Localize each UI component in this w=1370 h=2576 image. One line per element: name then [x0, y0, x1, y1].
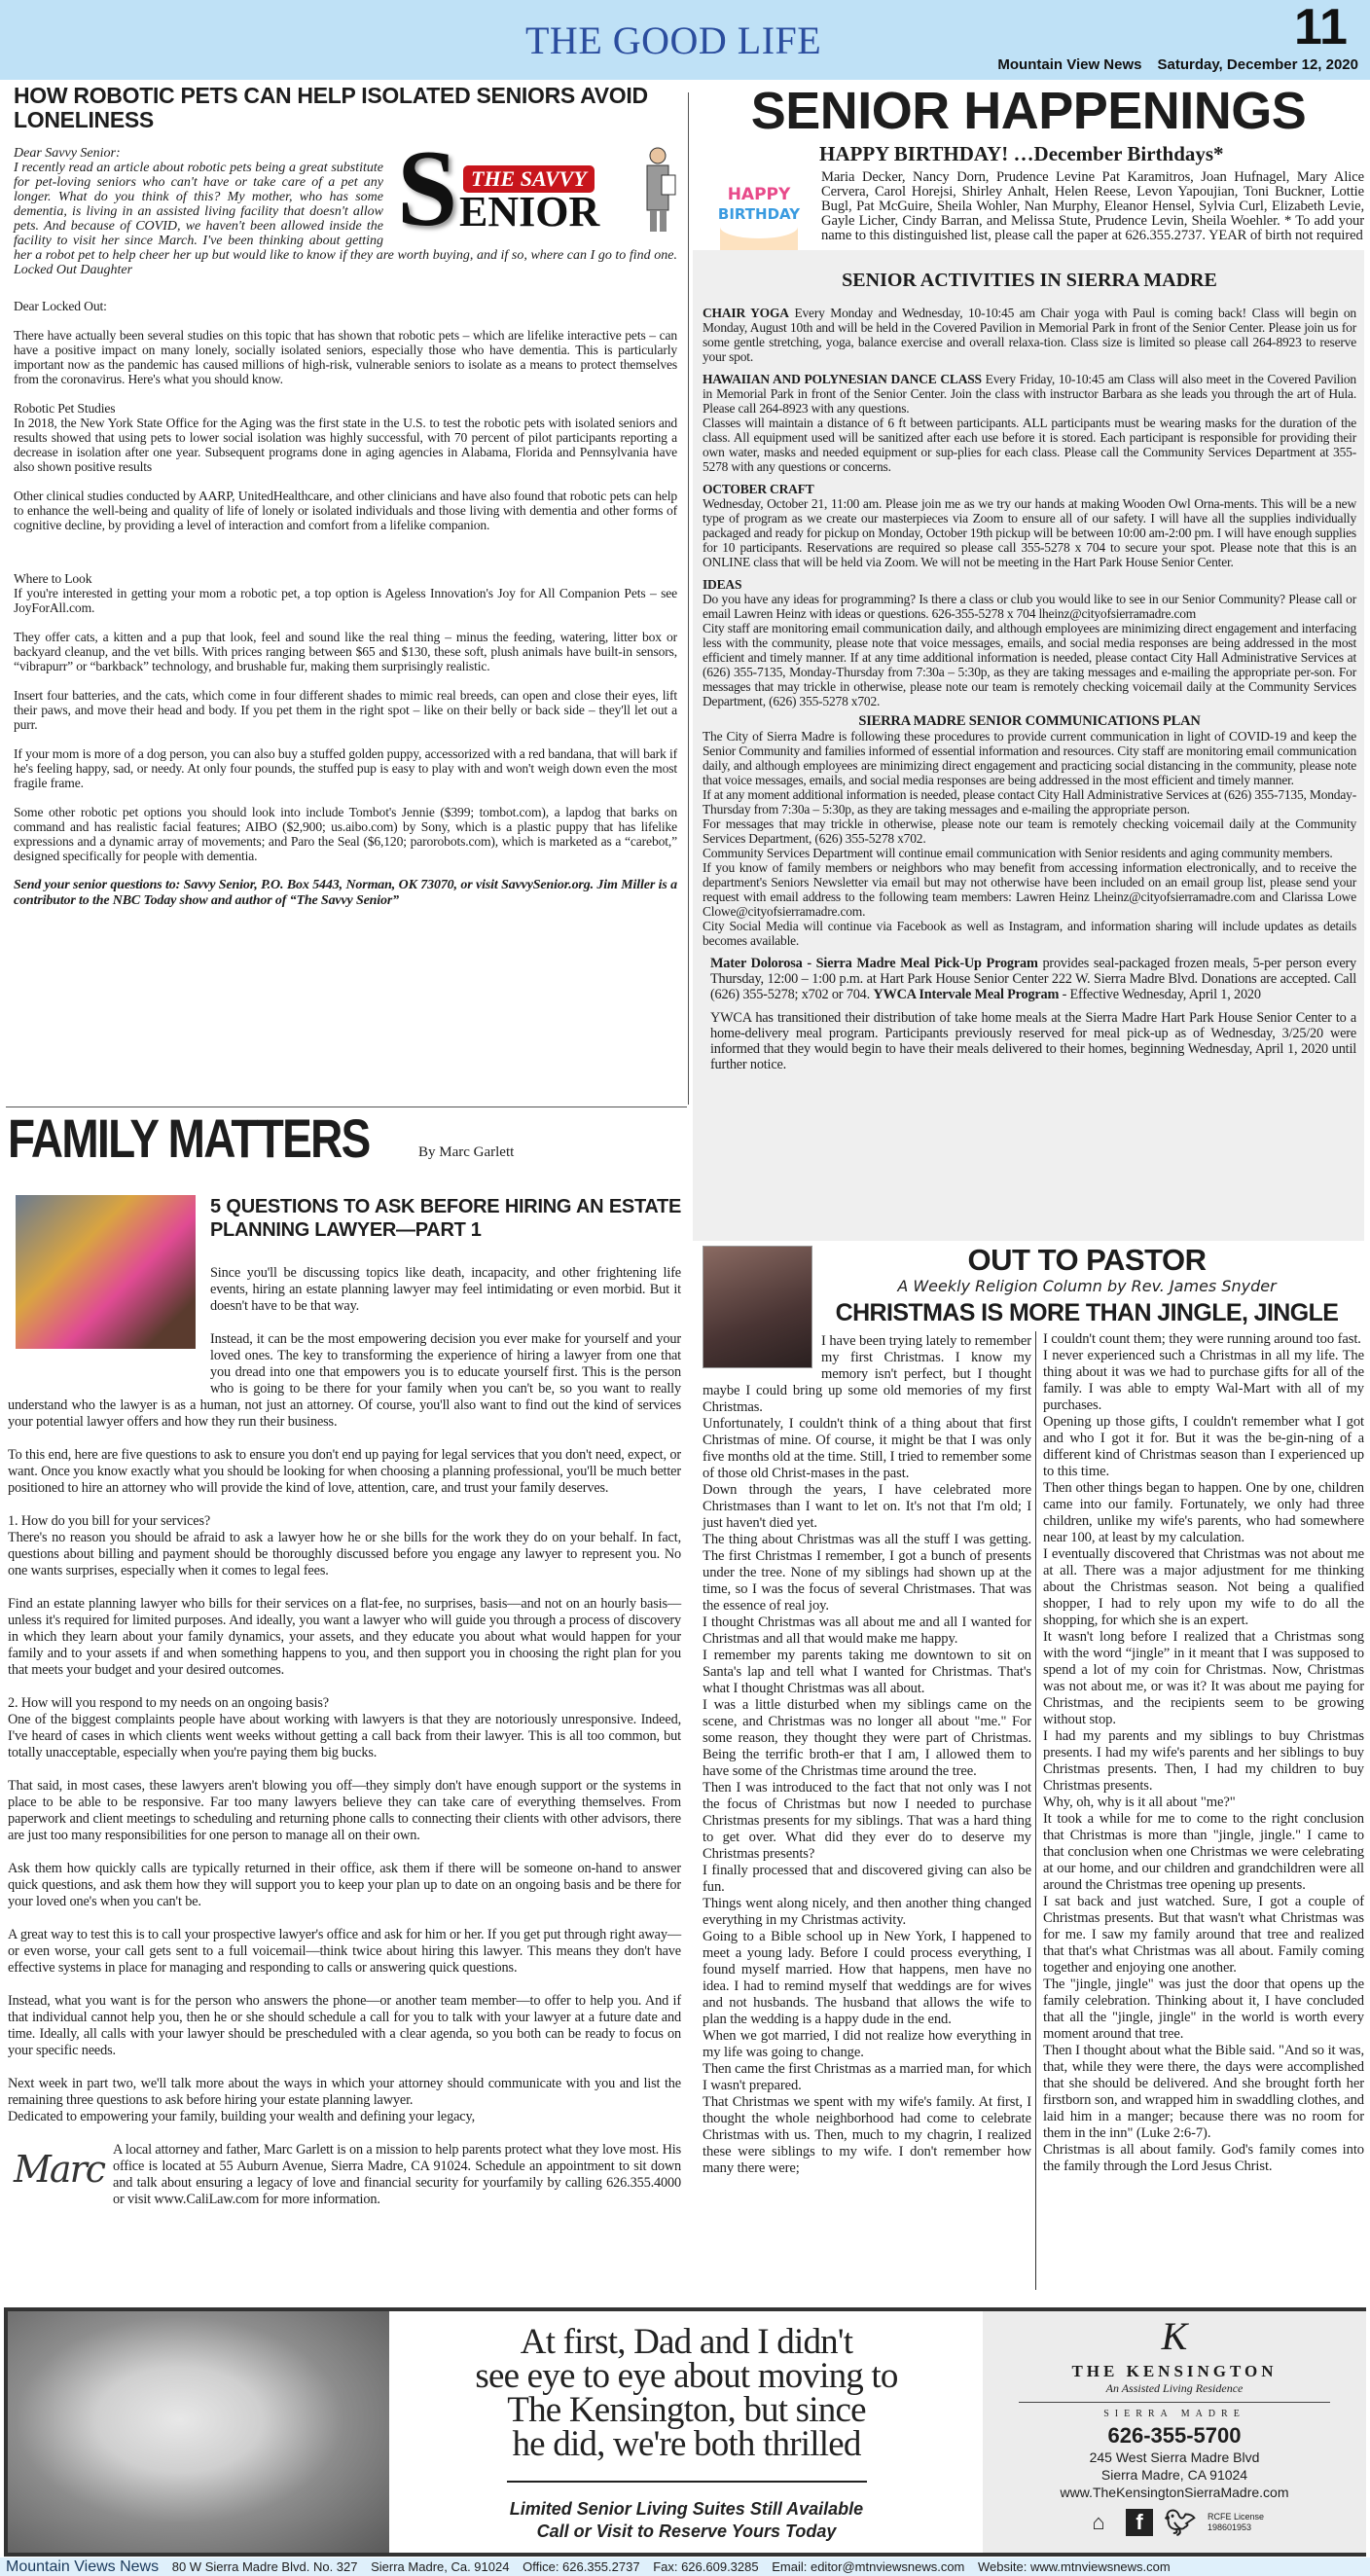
birthday-heading: HAPPY BIRTHDAY! …December Birthdays*	[819, 142, 1224, 165]
activity-item: CHAIR YOGA Every Monday and Wednesday, 10-10:45 am Chair yoga with Paul is coming back! Class will begin on Monday, August 10th and will be held in the Covered Pavilion in Memorial Park in front of the Senior Center. Please join us for some gentle stretching, yoga, balance exercise and overall relaxa-tion. Class size is limited so please call 264-8923 to reserve your spot.	[703, 306, 1356, 364]
footer-paper-name: Mountain Views News	[6, 2558, 160, 2575]
cartoon-man-icon	[638, 146, 677, 236]
divider	[507, 2481, 867, 2483]
reader-letter: S THE SAVVY ENIOR Dear Savvy Senior: I recently read an article about robotic pets being a great substitute for pet-loving seniors who can't have or take care of a pet any longer. What do you think of this? My mother, who has some dementia, is living in an assisted living facility that doesn't allow pets. And because of COVID, we haven't been allowed inside the facility to visit her since March. I've been thinking about getting her a robot pet to help cheer her up but would like to know if they are worth buying, and if so, where can I go to find one. Locked Out Daughter	[14, 128, 677, 277]
article-headline: CHRISTMAS IS MORE THAN JINGLE, JINGLE	[835, 1299, 1339, 1326]
activities-heading: SENIOR ACTIVITIES IN SIERRA MADRE	[842, 270, 1217, 291]
subhead: Robotic Pet Studies	[14, 401, 116, 416]
svg-text:HAPPY: HAPPY	[727, 185, 791, 204]
paper-name: Mountain View News	[997, 56, 1142, 73]
question-heading: 1. How do you bill for your services?	[8, 1513, 211, 1529]
ad-photo-senior-man	[8, 2311, 389, 2553]
column-title: OUT TO PASTOR	[967, 1243, 1207, 1277]
phone-number[interactable]: 626-355-5700	[1107, 2423, 1242, 2448]
savvy-senior-article	[14, 84, 677, 909]
svg-text:BIRTHDAY: BIRTHDAY	[717, 205, 801, 223]
ad-headline: At first, Dad and I didn't see eye to eye about moving to The Kensington, but since he did, we're both thrilled	[475, 2322, 898, 2464]
brand-name: THE KENSINGTON	[1071, 2362, 1278, 2380]
pastor-header	[693, 1244, 1364, 1327]
facebook-icon[interactable]: f	[1126, 2509, 1153, 2536]
page-number: 11	[1294, 0, 1348, 55]
brand-tagline: An Assisted Living Residence	[1105, 2381, 1244, 2395]
column-title: FAMILY MATTERS	[8, 1107, 370, 1169]
senior-happenings	[693, 82, 1364, 275]
family-matters-article: FAMILY MATTERS By Marc Garlett 5 QUESTIONS TO ASK BEFORE HIRING AN ESTATE PLANNING LAWYER—PART 1 Since you'll be discussing topics like death, incapacity, and other frightening life events, hiring an estate planning lawyer may feel intimidating or even morbid. But it doesn't have to be that way. Instead, it can be the most empowering decision you ever make for yourself and your loved ones. The key to transforming the experience of hiring a lawyer from one that you dread into one that empowers you is to educate yourself first. This is the person who is going to be there for your family when you can't be, so you want to really understand who the lawyer is as a human, not just an attorney. Of course, you'll also want to find out the kind of services your potential lawyer offers and how they run their business. To this end, here are five questions to ask to ensure you don't end up paying for legal services that you don't need, expect, or want. Once you know exactly what you should be looking for when choosing a planning professional, you'll be much better positioned to hire an attorney who will provide the kind of love, attention, care, and trust your family deserves. 1. How do you bill for your services? There's no reason you should be afraid to ask a lawyer how he or she bills for the work they do on your behalf. In fact, questions about billing and payment should be thoroughly discussed before you engage any lawyer to represent you. No one wants surprises, especially when it comes to legal fees. Find an estate planning lawyer who bills for their services on a flat-fee, no surprises, basis—and not on an hourly basis—unless it's required for limited purposes. And ideally, you want a lawyer who will guide you through a process of discovery in which they learn about your family dynamics, your assets, and they educate you about what would happen for your family and to your assets if and when something happens to you, and then support you in choosing the right plan for you that meets your budget and your desired outcomes. 2. How will you respond to my needs on an ongoing basis? One of the biggest complaints people have about working with lawyers is that they are notoriously unresponsive. Indeed, I've heard of cases in which clients went weeks without getting a call back from their lawyer. This is all too common, but totally unacceptable, especially when you're paying them big bucks. That said, in most cases, these lawyers aren't blowing you off—they simply don't have enough support or the systems in place to be able to be responsive. Far too many lawyers believe they can take care of everything themselves. From paperwork and client meetings to scheduling and returning phone calls to connecting their clients with other advisors, there are just too many responsibilities for one person to manage all on their own. Ask them how quickly calls are typically returned in their office, ask them if there will be someone on-hand to answer quick questions, and ask them how they will support you to keep your plan up to date on an ongoing basis and be there for your loved one's when you can't be. A great way to test this is to call your prospective lawyer's office and ask for him or her. If you get put through right away—or even worse, your call gets sent to a full voicemail—think twice about hiring this lawyer. This means they don't have effective systems in place for managing and responding to calls or answering quick questions. Instead, what you want is for the person who answers the phone—or another team member—to offer to help you. And if that individual cannot help you, then he or she should schedule a call for you to talk with your lawyer at a future date and time. Ideally, all calls with your lawyer should be prescheduled with a clear agenda, so you both can be ready to focus on your specific needs. Next week in part two, we'll talk more about the ways in which your attorney should communicate with you and list the remaining three questions to ask before hiring your estate planning lawyer. Dedicated to empowering your family, building your wealth and defining your legacy, Marc A local attorney and father, Marc Garlett is on a mission to help parents protect what they love most. His office is located at 55 Auburn Avenue, Sierra Madre, CA 91024. Schedule an appointment to sit down and talk about ensuring a legacy of love and financial security for yourfamily by calling 626.355.4000 or visit www.CaliLaw.com for more information.	[8, 1107, 681, 2207]
byline: By Marc Garlett	[418, 1144, 515, 1160]
equal-housing-icon: ⌂	[1092, 2510, 1105, 2534]
column-subtitle: A Weekly Religion Column by Rev. James Snyder	[897, 1277, 1277, 1295]
column-divider	[688, 92, 689, 1105]
article-headline: HOW ROBOTIC PETS CAN HELP ISOLATED SENIORS AVOID LONELINESS	[14, 83, 648, 132]
meal-program: Mater Dolorosa - Sierra Madre Meal Pick-Up Program provides seal-packaged frozen meals, 5-per person every Thursday, 12:00 – 1:00 p.m. at Hart Park House Senior Center 222 W. Sierra Madre Blvd. Donations are accepted. Call (626) 355-5278; x702 or 704. YWCA Intervale Meal Program - Effective Wednesday, April 1, 2020	[710, 956, 1356, 1002]
birthday-list: Maria Decker, Nancy Dorn, Prudence Levine Pat Karamitros, Joan Hufnagel, Mary Alice Cervera, Carol Horejsi, Shirley Anhalt, Helen Reese, Levon Yapoujian, Toni Buckner, Lottie Bugl, Pat McGuire, Sheila Wohler, Nan Murphy, Eleanor Hensel, Sylvia Curl, Elizabeth Levie, Gayle Licher, Cindy Barran, and Melissa Stute, Prudence Levin, Sheila Woehler. * To add your name to this distinguished list, please call the paper at 626.355.2737. YEAR of birth not required	[821, 169, 1364, 243]
author-bio: A local attorney and father, Marc Garlett is on a mission to help parents protect what they love most. His office is located at 55 Auburn Avenue, Sierra Madre, CA 91024. Schedule an appointment to sit down and talk about ensuring a legacy of love and financial security for yourfamily by calling 626.355.4000 or visit www.CaliLaw.com for more information.	[113, 2142, 681, 2207]
family-image	[16, 1195, 196, 1349]
signature: Marc	[14, 2148, 105, 2191]
question-heading: 2. How will you respond to my needs on an ongoing basis?	[8, 1695, 329, 1711]
activity-item: HAWAIIAN AND POLYNESIAN DANCE CLASS Every Friday, 10-10:45 am Class will also meet in the Covered Pavilion in Memorial Park in front of the Senior Center. Join the class with instructor Barbara as she leads you through the art of Hula. Please call 264-8923 with any questions. Classes will maintain a distance of 6 ft between participants. ALL participants must be wearing masks for the duration of the class. All equipment used will be sanitized after each use before it is stored. Each participant is responsible for providing their own water, masks and needed equipment or sup-plies for each class. Please call the Community Services Department at 355-5278 with any questions or concerns.	[703, 372, 1356, 474]
activity-item: IDEAS Do you have any ideas for programming? Is there a class or club you would like to see in our Senior Community? Please call or email Lawren Heinz with ideas or questions. 626-355-5278 x 704 lheinz@cityofsierramadre.com City staff are monitoring email communication daily, and although employees are minimizing direct engagement and interfacing less with the community, please note that voice messages, emails, and social media responses are being addressed in the most efficient and timely manner. If at any time additional information is needed, please contact City Hall Administrative Services at (626) 355-7135, Monday-Thursday from 7:30a – 5:30p, as they are taking messages and e-mailing the appropriate per-son. For messages that may trickle in otherwise, please note our team is remotely checking voicemail daily at the Community Services Department, (626) 355-5278 x702.	[703, 577, 1356, 708]
article-headline: 5 QUESTIONS TO ASK BEFORE HIRING AN ESTATE PLANNING LAWYER—PART 1	[210, 1196, 681, 1241]
pastor-column-right: I couldn't count them; they were running around too fast. I never experienced such a Christmas in all my life. The thing about it was we had to purchase gifts for all of the family. I was able to empty Wal-Mart with all of my purchases. Opening up those gifts, I couldn't remember what I got and who I got it for. But it was the be-gin-ning of a different kind of Christmas season than I experienced up to this time. Then other things began to happen. One by one, children came into our family. Fortunately, we only had three children, unlike my wife's parents, who had somewhere near 100, at least by my calculation. I eventually discovered that Christmas was not about me at all. There was a major adjustment for me thinking about the Christmas season. Not being a qualified shopper, I had to rely upon my wife to do all the shopping, for which she is an expert. It wasn't long before I realized that a Christmas song with the word “jingle” in it meant that I was supposed to spend a lot of my coin for Christmas. Now, Christmas was not about me, or was it? It was about me paying for Christmas, and the recipients seem to be growing without stop. I had my parents and my siblings to buy Christmas presents. I had my wife's parents and her siblings to buy Christmas presents. Then, I had my children to buy Christmas presents. Why, oh, why is it all about "me?" It took a while for me to come to the right conclusion that Christmas is more than "jingle, jingle." I came to that conclusion when one Christmas we were celebrating at our home, and our children and grandchildren were all around the Christmas tree opening up presents. I sat back and just watched. Sure, I got a couple of Christmas presents. But that wasn't what Christmas was for me. I saw my family around that tree and realized that that's what Christmas was all about. Family coming together and enjoying one another. The "jingle, jingle" was just the door that opens up the family celebration. Thinking about it, I have concluded that all the "jingle, jingle" in the world is worth every moment around that tree. Then I thought about what the Bible said. "And so it was, that, while they were there, the days were accomplished that she should be delivered. And she brought forth her firstborn son, and wrapped him in swaddling clothes, and laid him in a manger; because there was no room for them in the inn" (Luke 2:6-7). Christmas is all about family. God's family comes into the family through the Lord Jesus Christ.	[1035, 1331, 1364, 2290]
section-title: THE GOOD LIFE	[525, 18, 822, 62]
kensington-advertisement[interactable]: At first, Dad and I didn't see eye to eye about moving to The Kensington, but since he did, we're both thrilled Limited Senior Living Suites Still Available Call or Visit to Reserve Yours Today K THE KENSINGTON An Assisted Living Residence SIERRA MADRE 626-355-5700 245 West Sierra Madre Blvd Sierra Madre, CA 91024 www.TheKensingtonSierraMadre.com ⌂ f 🐦︎ RCFE License 198601953	[4, 2307, 1366, 2557]
page-header	[0, 0, 1370, 80]
license-number: RCFE License 198601953	[1207, 2512, 1265, 2532]
family-photo	[8, 1195, 202, 1395]
senior-activities-box: SENIOR ACTIVITIES IN SIERRA MADRE CHAIR YOGA Every Monday and Wednesday, 10-10:45 am Chair yoga with Paul is coming back! Class will begin on Monday, August 10th and will be held in the Covered Pavilion in Memorial Park in front of the Senior Center. Please join us for some gentle stretching, yoga, balance exercise and overall relaxa-tion. Class size is limited so please call 264-8923 to reserve your spot. HAWAIIAN AND POLYNESIAN DANCE CLASS Every Friday, 10-10:45 am Class will also meet in the Covered Pavilion in Memorial Park in front of the Senior Center. Join the class with instructor Barbara as she leads you through the art of Hula. Please call 264-8923 with any questions. Classes will maintain a distance of 6 ft between participants. ALL participants must be wearing masks for the duration of the class. All equipment used will be sanitized after each use before it is stored. Each participant is responsible for providing their own water, masks and needed equipment or sup-plies for each class. Please call the Community Services Department at 355-5278 with any questions or concerns. OCTOBER CRAFT Wednesday, October 21, 11:00 am. Please join me as we try our hands at making Wooden Owl Orna-ments. This will be a new type of program as we create our masterpieces via Zoom to ensure all of our safety. I will have all the supplies individually packaged and ready for pickup on Monday, October 19th pickup will be between 10:00 am-2:00 pm. I will have enough supplies for 10 participants. Reservations are required so please call 355-5278 x 704 to secure your spot. Please note that this is an ONLINE class that will be held via Zoom. We will not be meeting in the Hart Park House Senior Center. IDEAS Do you have any ideas for programming? Is there a class or club you would like to see in our Senior Community? Please call or email Lawren Heinz with ideas or questions. 626-355-5278 x 704 lheinz@cityofsierramadre.com City staff are monitoring email communication daily, and although employees are minimizing direct engagement and interfacing less with the community, please note that voice messages, emails, and social media responses are being addressed in the most efficient and timely manner. If at any time additional information is needed, please contact City Hall Administrative Services at (626) 355-7135, Monday-Thursday from 7:30a – 5:30p, as they are taking messages and e-mailing the appropriate per-son. For messages that may trickle in otherwise, please note our team is remotely checking voicemail daily at the Community Services Department, (626) 355-5278 x702. SIERRA MADRE SENIOR COMMUNICATIONS PLAN The City of Sierra Madre is following these procedures to provide current communication in light of COVID-19 and keep the Senior Community and families informed of essential information and resources. City staff are monitoring email communication daily, and although employees are minimizing direct engagement and practicing social distancing in the community, please note that voice messages, emails, and social media responses are being addressed in the most efficient and timely manner. If at any moment additional information is needed, please contact City Hall Administrative Services at (626) 355-7135, Monday-Thursday from 7:30a – 5:30p, as they are taking messages and e-mailing the appropriate person. For messages that may trickle in otherwise, please note our team is remotely checking voicemail daily at the Community Services Department, (626) 355-5278 x702. Community Services Department will continue email communication with Senior residents and aging community members. If you know of family members or neighbors who may benefit from accessing information electronically, and to receive the department's Seniors Newsletter via email but may not otherwise have been included on an email group list, please send your request with email address to the following team members: Lawren Heinz Lheinz@cityofsierramadre.com and Clarissa Lowe Clowe@cityofsierramadre.com. City Social Media will continue via Facebook as well as Instagram, and information sharing will include updates as details becomes available. Mater Dolorosa - Sierra Madre Meal Pick-Up Program provides seal-packaged frozen meals, 5-per person every Thursday, 12:00 – 1:00 p.m. at Hart Park House Senior Center 222 W. Sierra Madre Blvd. Donations are accepted. Call (626) 355-5278; x702 or 704. YWCA Intervale Meal Program - Effective Wednesday, April 1, 2020 YWCA has transitioned their distribution of take home meals at the Sierra Madre Hart Park House Senior Center to a home-delivery meal program. Participants previously reserved for meal pick-up as of Wednesday, 3/25/20 were informed that they would begin to have their meals delivered to their homes, beginning Wednesday, April 1, 2020 until further notice.	[693, 250, 1364, 1241]
masthead-line	[997, 56, 1358, 73]
savvy-senior-logo: S THE SAVVY ENIOR	[395, 146, 677, 239]
kensington-logo: K	[1161, 2314, 1188, 2358]
website-link[interactable]: www.TheKensingtonSierraMadre.com	[1060, 2485, 1289, 2500]
footer-email[interactable]: Email: editor@mtnviewsnews.com	[772, 2559, 965, 2574]
issue-date: Saturday, December 12, 2020	[1157, 56, 1358, 73]
ad-subtext: Limited Senior Living Suites Still Available Call or Visit to Reserve Yours Today	[509, 2499, 864, 2541]
subhead: Where to Look	[14, 571, 92, 586]
author-note: Send your senior questions to: Savvy Senior, P.O. Box 5443, Norman, OK 73070, or visit SavvySenior.org. Jim Miller is a contributor to the NBC Today show and author of “The Savvy Senior”	[14, 878, 677, 908]
ywca-note: YWCA has transitioned their distribution of take home meals at the Sierra Madre Hart Park House Senior Center to a home-delivery meal program. Participants previously reserved for meal pick-up as of Wednesday, 3/25/20 were informed that they would begin to have their meals delivered to their homes, beginning Wednesday, April 1, 2020 until further notice.	[710, 1010, 1356, 1072]
communications-heading: SIERRA MADRE SENIOR COMMUNICATIONS PLAN	[858, 713, 1201, 729]
article-body: Dear Locked Out: There have actually been several studies on this topic that has shown that robotic pets – which are lifelike interactive pets – can have a positive impact on many lonely, socially isolated seniors, especially those who have dementia. This is particularly important now as the pandemic has caused millions of high-risk, vulnerable seniors to isolate as a means to protect themselves from the coronavirus. Here's what you should know. Robotic Pet Studies In 2018, the New York State Office for the Aging was the first state in the U.S. to test the robotic pets with isolated seniors and results showed that using pets to lower social isolation was highly successful, with 70 percent of pilot participants reporting a decrease in isolation after one year. Subsequent programs done in aging agencies in Alabama, Florida and Pennsylvania have also shown positive results Other clinical studies conducted by AARP, UnitedHealthcare, and other clinicians and have also found that robotic pets can help to enhance the well-being and quality of life of lonely or isolated individuals and those living with dementia and other forms of cognitive decline, by providing a level of interaction and comfort from a lifelike companion. Where to Look If you're interested in getting your mom a robotic pet, a top option is Ageless Innovation's Joy for All Companion Pets – see JoyForAll.com. They offer cats, a kitten and a pup that look, feel and sound like the real thing – minus the feeding, watering, litter box or backyard cleanup, and the vet bills. With prices ranging between $65 and $130, these soft, plush animals have built-in sensors, “vibrapurr” or “barkback” technology, and brushable fur, making them surprisingly realistic. Insert four batteries, and the cats, which come in four different shades to mimic real breeds, can open and close their eyes, lift their paws, and move their head and body. If you pet them in the right spot – like on their belly or back side – they'll let out a purr. If your mom is more of a dog person, you can also buy a stuffed golden puppy, accessorized with a red bandana, that will bark if he's feeling happy, sad, or needy. At only four pounds, the stuffed pup is easy to play with and won't weigh down even the most fragile frame. Some other robotic pet options you should look into include Tombot's Jennie ($399; tombot.com), a lapdog that barks on command and has realistic facial features; AIBO ($2,900; us.aibo.com) by Sony, which is a plastic puppy that has lifelike expressions and a dynamic array of movements; and Paro the Seal ($6,120; parorobots.com), which is marketed as a “carebot,” designed specifically for people with dementia. Send your senior questions to: Savvy Senior, P.O. Box 5443, Norman, OK 73070, or visit SavvySenior.org. Jim Miller is a contributor to the NBC Today show and author of “The Savvy Senior”	[14, 299, 677, 908]
page-footer: Mountain Views News 80 W Sierra Madre Blvd. No. 327 Sierra Madre, Ca. 91024 Office: 626.355.2737 Fax: 626.609.3285 Email: editor@mtnviewsnews.com Website: www.mtnviewsnews.com	[0, 2558, 1370, 2576]
section-title: SENIOR HAPPENINGS	[750, 82, 1307, 140]
activity-item: OCTOBER CRAFT Wednesday, October 21, 11:00 am. Please join me as we try our hands at making Wooden Owl Orna-ments. This will be a new type of program as we create our masterpieces via Zoom to ensure all of our safety. I will have all the supplies individually packaged and ready for pickup on Monday, October 19th pickup will be between 10:00 am-2:00 pm. I will have enough supplies for 10 participants. Reservations are required so please call 355-5278 x 704 to secure your spot. Please note that this is an ONLINE class that will be held via Zoom. We will not be meeting in the Hart Park House Senior Center.	[703, 482, 1356, 569]
pastor-column-left: I have been trying lately to remember my first Christmas. I know my memory isn't perfect, but I thought maybe I could bring up some old memories of my first Christmas. Unfortunately, I couldn't think of a thing about that first Christmas of mine. Of course, it might be that I was only five months old at the time. Still, I tried to remember some of those old Christ-mases in the past. Down through the years, I have celebrated more Christmases than I want to let on. It's not that I'm old; I just haven't died yet. The thing about Christmas was all the stuff I was getting. The first Christmas I remember, I got a bunch of presents under the tree. None of my siblings had shown up at the time, so I was the focus of several Christmases. That was the essence of real joy. I thought Christmas was all about me and all I wanted for Christmas and all that would make me happy. I remember my parents taking me downtown to sit on Santa's lap and tell what I wanted for Christmas. That's what I thought Christmas was all about. I was a little disturbed when my siblings came on the scene, and Christmas was no longer all about "me." For some reason, they thought they were part of Christmas. Being the terrific broth-er that I am, I allowed them to have some of the Christmas time around the tree. Then I was introduced to the fact that not only was I not the focus of Christmas but now I needed to purchase Christmas presents for my siblings. That was a hard thing to get over. What did they ever do to deserve my Christmas presents? I finally processed that and discovered giving can also be fun. Things went along nicely, and then another thing changed everything in my Christmas activity. Going to a Bible school up in New York, I happened to meet a young lady. Before I could process everything, I found myself married. How that happens, men have no idea. I had to remind myself that weddings are for wives and not husbands. The husband that allows the wife to plan the wedding is a happy dude in the end. When we got married, I did not realize how everything in my life was going to change. Then came the first Christmas as a married man, for which I wasn't prepared. That Christmas we spent with my wife's family. At first, I thought the whole neighborhood had come to celebrate Christmas with us. Then, much to my chagrin, I realized these were siblings to my wife. I don't remember how many there were;	[703, 1333, 1031, 2176]
footer-website[interactable]: Website: www.mtnviewsnews.com	[978, 2559, 1171, 2574]
twitter-icon[interactable]: 🐦︎	[1164, 2507, 1197, 2537]
